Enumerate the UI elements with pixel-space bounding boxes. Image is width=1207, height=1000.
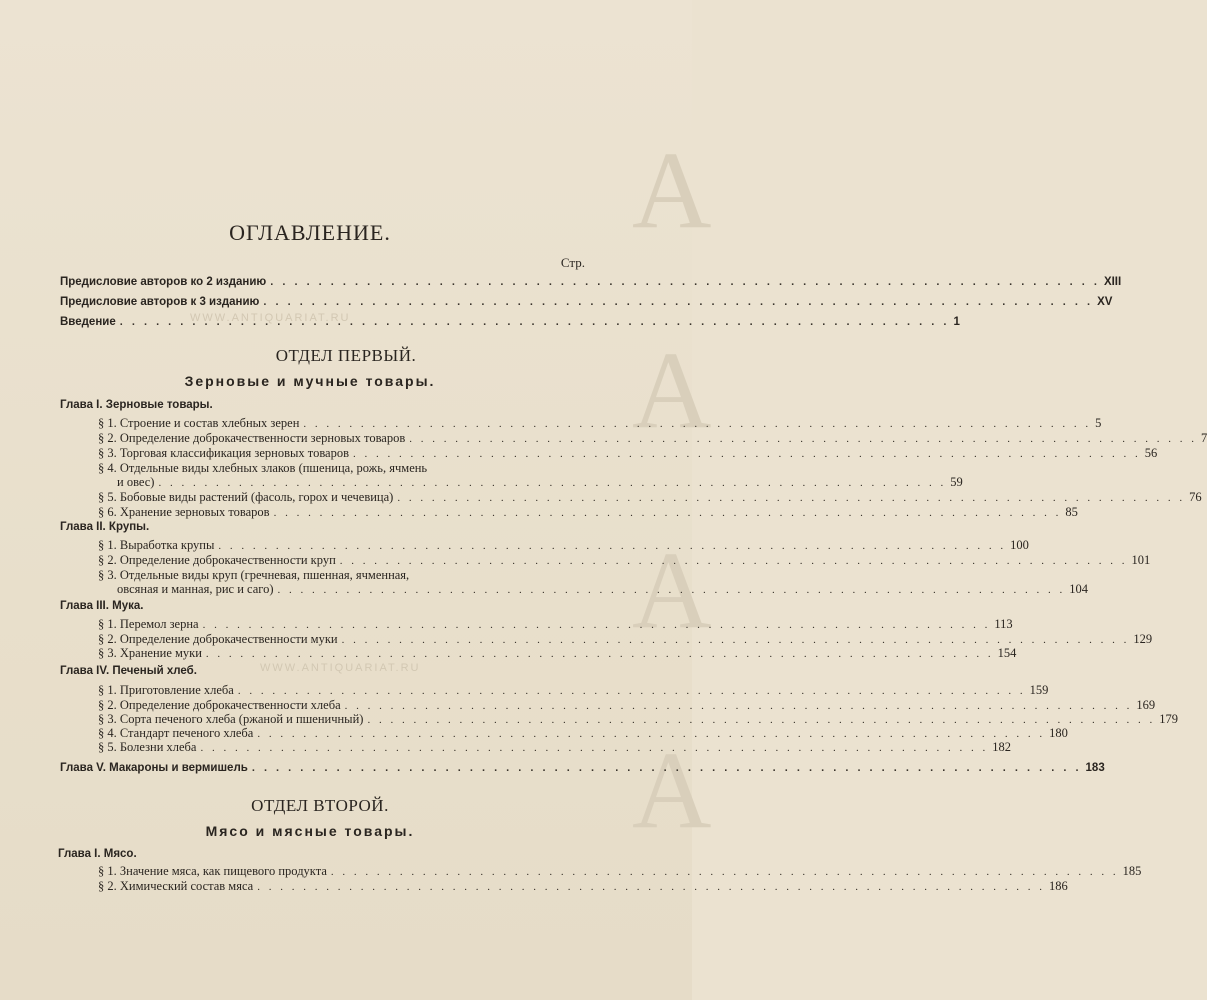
toc-entry[interactable]: § 3. Сорта печеного хлеба (ржаной и пшеничный) . . . 179 — [98, 712, 558, 727]
dot-leader — [409, 433, 1197, 445]
dot-leader — [353, 448, 1141, 460]
page-number: 180 — [1049, 726, 1068, 740]
dot-leader — [303, 418, 1091, 430]
page-number: XIII — [1103, 276, 1122, 288]
page-number: 186 — [1048, 879, 1068, 893]
dot-leader — [257, 728, 1045, 740]
page-number: 85 — [1065, 505, 1078, 519]
dot-leader — [120, 316, 950, 328]
toc-entry[interactable]: Предисловие авторов к 3 изданию . . . XV — [60, 296, 585, 308]
page-number: 113 — [994, 617, 1013, 631]
chapter-title: Глава III. Мука. — [60, 600, 144, 612]
dot-leader — [203, 619, 991, 631]
part-heading: ОТДЕЛ ВТОРОЙ. — [251, 796, 389, 815]
toc-entry[interactable]: § 1. Выработка крупы . . . 100 — [98, 538, 558, 553]
toc-entry[interactable]: § 4. Стандарт печеного хлеба . . . 180 — [98, 726, 558, 741]
toc-entry[interactable]: § 1. Значение мяса, как пищевого продукта . . . 185 — [98, 864, 558, 879]
page-number: 100 — [1010, 538, 1029, 552]
page-number: 7 — [1201, 431, 1207, 445]
page-number: 104 — [1069, 582, 1089, 596]
part-heading: ОТДЕЛ ПЕРВЫЙ. — [275, 346, 417, 365]
toc-entry[interactable]: § 3. Хранение муки . . . 154 — [98, 646, 558, 661]
toc-entry[interactable]: § 2. Определение доброкачественности зерновых товаров . . . 7 — [98, 431, 558, 446]
toc-entry[interactable]: Глава V. Макароны и вермишель . . . 183 — [60, 762, 558, 774]
page-number: 76 — [1189, 490, 1202, 504]
toc-title: ОГЛАВЛЕНИЕ. — [229, 220, 391, 245]
page-number: 56 — [1144, 446, 1158, 460]
toc-entry[interactable]: Введение . . . 1 — [60, 316, 585, 328]
watermark-text: WWW.ANTIQUARIAT.RU — [260, 662, 421, 674]
dot-leader — [218, 540, 1006, 552]
dot-leader — [345, 700, 1133, 712]
toc-entry[interactable]: § 2. Определение доброкачественности круп . . . 101 — [98, 553, 558, 568]
toc-entry-continuation[interactable]: и овес) . . . 59 — [117, 475, 558, 490]
chapter-title: Глава II. Крупы. — [60, 521, 150, 533]
watermark-letters: А А А А — [632, 129, 712, 851]
toc-entry[interactable]: § 5. Болезни хлеба . . . 182 — [98, 740, 558, 755]
page-number: 59 — [950, 475, 963, 489]
dot-leader — [367, 714, 1155, 726]
chapter-title: Глава I. Зерновые товары. — [60, 399, 213, 411]
toc-entry[interactable]: § 3. Отдельные виды круп (гречневая, пшенная, ячменная, — [98, 568, 410, 582]
dot-leader — [270, 276, 1100, 288]
dot-leader — [331, 866, 1119, 878]
dot-leader — [200, 742, 988, 754]
page-number: 179 — [1159, 712, 1178, 726]
dot-leader — [397, 492, 1185, 504]
page-number: 129 — [1133, 632, 1153, 646]
toc-entry[interactable]: § 6. Хранение зерновых товаров . . . 85 — [98, 505, 558, 520]
page-number: 182 — [992, 740, 1011, 754]
dot-leader — [238, 685, 1026, 697]
dot-leader — [263, 296, 1093, 308]
dot-leader — [206, 648, 994, 660]
chapter-title: Глава IV. Печеный хлеб. — [60, 665, 197, 677]
toc-entry[interactable]: § 1. Строение и состав хлебных зерен . . . 5 — [98, 416, 558, 431]
page-number: 101 — [1131, 553, 1151, 567]
page-number: 185 — [1122, 864, 1142, 878]
dot-leader — [274, 507, 1062, 519]
page-number: XV — [1097, 296, 1113, 308]
part-subtitle: Мясо и мясные товары. — [205, 823, 415, 839]
watermark-text: WWW.ANTIQUARIAT.RU — [190, 312, 351, 324]
toc-entry[interactable]: § 2. Определение доброкачественности муки . . . 129 — [98, 632, 558, 647]
toc-entry[interactable]: § 4. Отдельные виды хлебных злаков (пшеница, рожь, ячмень — [98, 461, 428, 475]
toc-entry[interactable]: § 5. Бобовые виды растений (фасоль, горох и чечевица) . . . 76 — [98, 490, 558, 505]
toc-entry[interactable]: § 2. Химический состав мяса . . . 186 — [98, 879, 558, 894]
part-subtitle: Зерновые и мучные товары. — [184, 373, 436, 389]
toc-entry[interactable]: § 1. Перемол зерна . . . 113 — [98, 617, 558, 632]
toc-entry-continuation[interactable]: овсяная и манная, рис и саго) . . . 104 — [117, 582, 558, 597]
toc-entry[interactable]: § 2. Определение доброкачественности хлеба . . . 169 — [98, 698, 558, 713]
dot-leader — [342, 634, 1130, 646]
dot-leader — [278, 584, 1066, 596]
page-number: 183 — [1085, 762, 1105, 774]
dot-leader — [340, 555, 1128, 567]
chapter-title: Глава I. Мясо. — [58, 848, 137, 860]
dot-leader — [158, 477, 946, 489]
toc-entry[interactable]: Предисловие авторов ко 2 изданию . . . XIII — [60, 276, 585, 288]
page-number: 159 — [1029, 683, 1049, 697]
page-number: 154 — [997, 646, 1017, 660]
page-number: 169 — [1136, 698, 1156, 712]
page-number: 5 — [1095, 416, 1102, 430]
toc-entry[interactable]: § 1. Приготовление хлеба . . . 159 — [98, 683, 558, 698]
dot-leader — [257, 881, 1045, 893]
page-number: 1 — [953, 316, 960, 328]
page-column-header: Стр. — [560, 255, 585, 270]
toc-entry[interactable]: § 3. Торговая классификация зерновых товаров . . . 56 — [98, 446, 558, 461]
dot-leader — [252, 762, 1082, 774]
